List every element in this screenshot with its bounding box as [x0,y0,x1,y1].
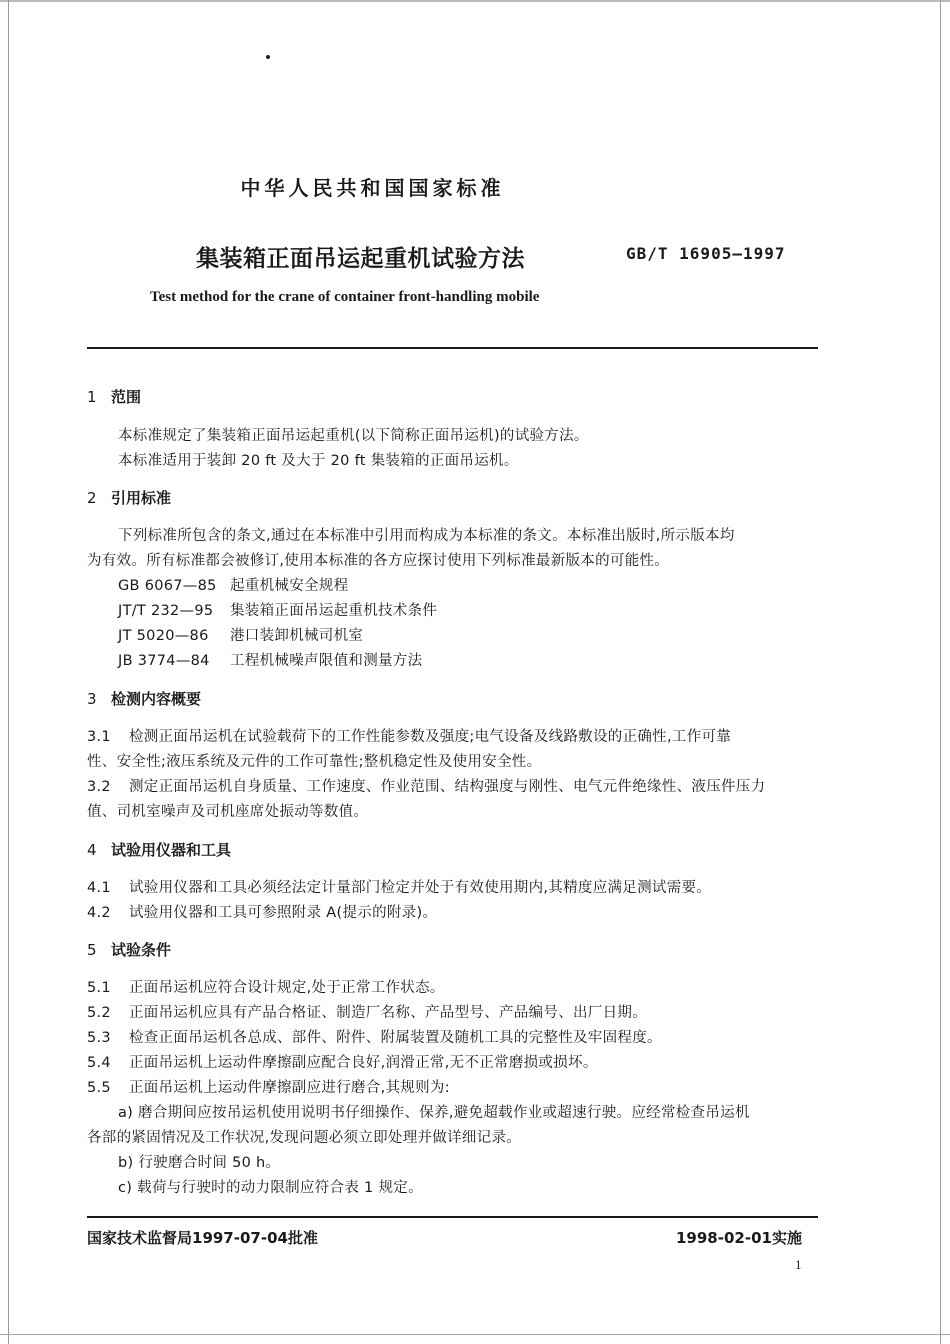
clause-3-2 [87,775,765,796]
list-item-b: b) 行驶磨合时间 50 h。 [118,1155,281,1171]
clause-number: 5.5 [87,1080,111,1096]
section-number: 1 [87,388,97,406]
paragraph-line: 性、安全性;液压系统及元件的工作可靠性;整机稳定性及使用安全性。 [87,754,542,770]
reference-title: 工程机械噪声限值和测量方法 [230,653,423,669]
clause-text: 正面吊运机应具有产品合格证、制造厂名称、产品型号、产品编号、出厂日期。 [129,1005,647,1021]
clause-text: 试验用仪器和工具必须经法定计量部门检定并处于有效使用期内,其精度应满足测试需要。 [129,880,712,896]
section-3-heading [87,688,201,709]
scan-edge-right [940,0,941,1344]
clause-number: 5.1 [87,980,111,996]
paragraph-line: 为有效。所有标准都会被修订,使用本标准的各方应探讨使用下列标准最新版本的可能性。 [87,553,670,569]
clause-5-1 [87,976,445,997]
reference-item [118,574,348,595]
scan-edge-left [8,0,9,1344]
reference-item [118,624,363,645]
list-item-a: a) 磨合期间应按吊运机使用说明书仔细操作、保养,避免超载作业或超速行驶。应经常检查吊运机 [118,1105,750,1121]
section-number: 3 [87,690,97,708]
footer-rule [87,1216,818,1218]
reference-item [118,599,437,620]
section-number: 5 [87,941,97,959]
clause-text: 正面吊运机上运动件摩擦副应进行磨合,其规则为: [129,1080,450,1096]
clause-5-4 [87,1051,598,1072]
section-5-heading [87,939,171,960]
section-number: 2 [87,489,97,507]
list-item-c: c) 载荷与行驶时的动力限制应符合表 1 规定。 [118,1180,423,1196]
implementation-date: 1998-02-01实施 [676,1229,802,1247]
reference-code: JT 5020—86 [118,628,209,644]
section-title: 检测内容概要 [111,690,202,708]
clause-3-1 [87,725,731,746]
clause-text: 检测正面吊运机在试验载荷下的工作性能参数及强度;电气设备及线路敷设的正确性,工作可靠 [129,729,732,745]
clause-number: 5.3 [87,1030,111,1046]
clause-text: 正面吊运机上运动件摩擦副应配合良好,润滑正常,无不正常磨损或损坏。 [129,1055,598,1071]
scan-edge-bottom [0,1334,950,1335]
scan-edge-top [0,0,950,2]
section-title: 试验条件 [111,941,172,959]
clause-text: 试验用仪器和工具可参照附录 A(提示的附录)。 [129,905,438,921]
reference-title: 港口装卸机械司机室 [230,628,364,644]
reference-code: JB 3774—84 [118,653,210,669]
section-4-heading [87,839,231,860]
reference-item [118,649,422,670]
clause-4-2 [87,901,437,922]
clause-text: 测定正面吊运机自身质量、工作速度、作业范围、结构强度与刚性、电气元件绝缘性、液压件压力 [129,779,766,795]
section-title: 引用标准 [111,489,172,507]
reference-title: 起重机械安全规程 [230,578,349,594]
clause-5-3 [87,1026,662,1047]
section-2-heading [87,487,171,508]
page-number: 1 [795,1257,802,1272]
clause-4-1 [87,876,711,897]
reference-title: 集装箱正面吊运起重机技术条件 [230,603,438,619]
english-title: Test method for the crane of container front-handling mobile [150,289,540,305]
header-rule [87,347,818,349]
approval-line: 国家技术监督局1997-07-04批准 [87,1229,318,1247]
standard-number: GB/T 16905—1997 [626,244,786,263]
clause-number: 4.2 [87,905,111,921]
clause-text: 正面吊运机应符合设计规定,处于正常工作状态。 [129,980,445,996]
national-standard-heading: 中华人民共和国国家标准 [240,176,505,200]
paragraph-line: 下列标准所包含的条文,通过在本标准中引用而构成为本标准的条文。本标准出版时,所示版本均 [118,528,735,544]
clause-text: 检查正面吊运机各总成、部件、附件、附属装置及随机工具的完整性及牢固程度。 [129,1030,662,1046]
reference-code: GB 6067—85 [118,578,217,594]
reference-code: JT/T 232—95 [118,603,214,619]
clause-number: 3.1 [87,729,111,745]
clause-number: 4.1 [87,880,111,896]
section-title: 试验用仪器和工具 [111,841,232,859]
scan-speck [266,55,270,59]
clause-5-5 [87,1076,450,1097]
clause-number: 5.4 [87,1055,111,1071]
section-number: 4 [87,841,97,859]
clause-5-2 [87,1001,647,1022]
paragraph-line: 各部的紧固情况及工作状况,发现问题必须立即处理并做详细记录。 [87,1130,522,1146]
paragraph-line: 值、司机室噪声及司机座席处振动等数值。 [87,804,369,820]
document-title: 集装箱正面吊运起重机试验方法 [196,246,525,272]
clause-number: 3.2 [87,779,111,795]
clause-number: 5.2 [87,1005,111,1021]
paragraph-line: 本标准适用于装卸 20 ft 及大于 20 ft 集装箱的正面吊运机。 [118,453,519,469]
section-1-heading [87,386,141,407]
section-title: 范围 [111,388,142,406]
paragraph-line: 本标准规定了集装箱正面吊运起重机(以下简称正面吊运机)的试验方法。 [118,428,589,444]
